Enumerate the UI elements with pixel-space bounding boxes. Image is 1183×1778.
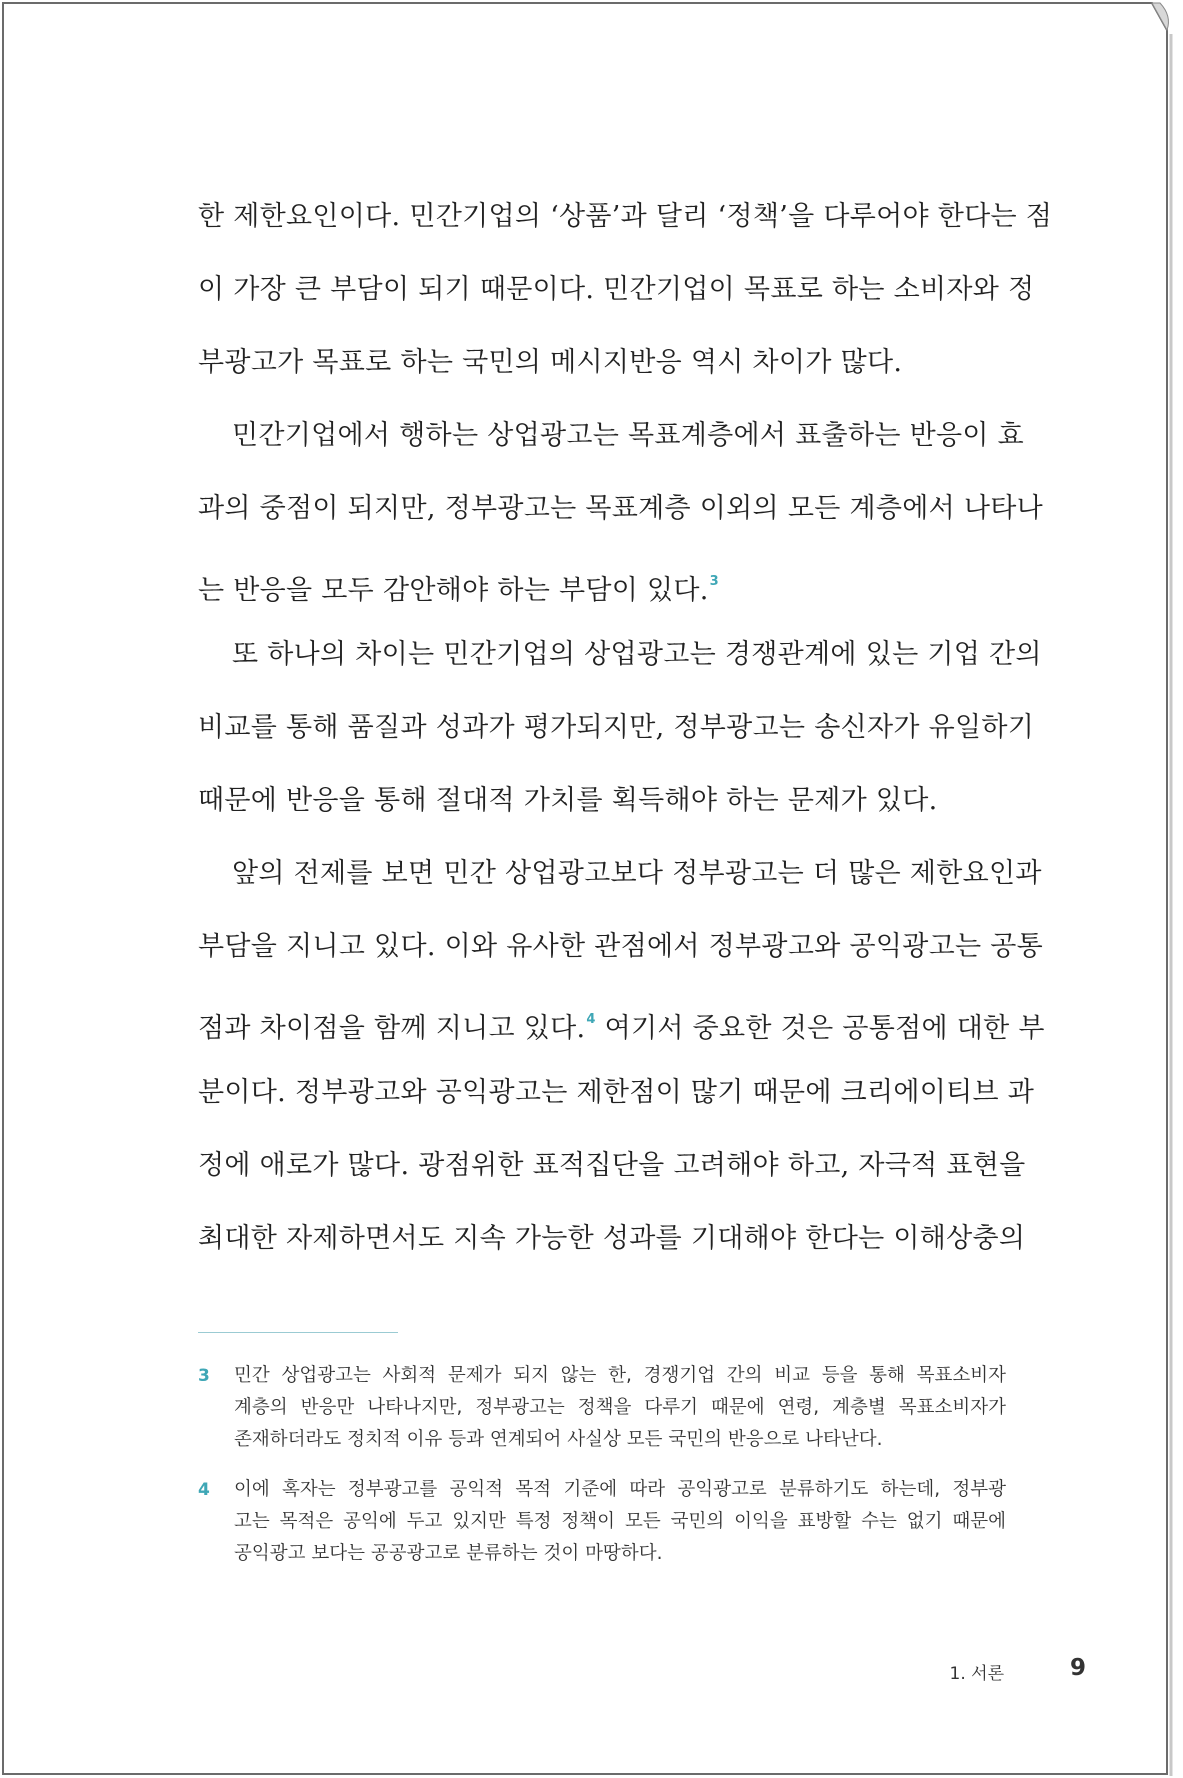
body-line-text: 민간기업에서 행하는 상업광고는 목표계층에서 표출하는 반응이 효 bbox=[232, 420, 1024, 451]
body-line bbox=[198, 265, 1035, 338]
footnote-reference[interactable]: 3 bbox=[709, 574, 720, 589]
footnote-line: 이에 혹자는 정부광고를 공익적 목적 기준에 따라 공익광고로 분류하기도 하는데, 정부광 bbox=[234, 1479, 1006, 1500]
body-line-text: 앞의 전제를 보면 민간 상업광고보다 정부광고는 더 많은 제한요인과 bbox=[232, 858, 1042, 889]
body-line-text-after-ref: 여기서 중요한 것은 공통점에 대한 부 bbox=[595, 1013, 1045, 1044]
body-line bbox=[198, 338, 1004, 411]
footnote-line: 공익광고 보다는 공공광고로 분류하는 것이 마땅하다. bbox=[234, 1543, 663, 1564]
body-line-text: 부광고가 목표로 하는 국민의 메시지반응 역시 차이가 많다. bbox=[198, 347, 903, 378]
body-line-text: 이 가장 큰 부담이 되기 때문이다. 민간기업이 목표로 하는 소비자와 정 bbox=[198, 274, 1035, 305]
body-line bbox=[198, 995, 1045, 1068]
body-line-text: 분이다. 정부광고와 공익광고는 제한점이 많기 때문에 크리에이티브 과 bbox=[198, 1077, 1035, 1108]
footnote-number: 4 bbox=[198, 1480, 210, 1500]
running-head: 1. 서론 bbox=[949, 1664, 1004, 1684]
footnote-line: 고는 목적은 공익에 두고 있지만 특정 정책이 모든 국민의 이익을 표방할 수는 없기 때문에 bbox=[234, 1511, 1006, 1532]
body-line-text: 과의 중점이 되지만, 정부광고는 목표계층 이외의 모든 계층에서 나타나 bbox=[198, 493, 1044, 524]
body-line bbox=[198, 776, 1004, 849]
body-line bbox=[198, 630, 1042, 703]
footnote-divider bbox=[198, 1332, 398, 1333]
body-line-text: 또 하나의 차이는 민간기업의 상업광고는 경쟁관계에 있는 기업 간의 bbox=[232, 639, 1042, 670]
body-line bbox=[198, 1141, 1026, 1214]
body-line-text: 한 제한요인이다. 민간기업의 ‘상품’과 달리 ‘정책’을 다루어야 한다는 점 bbox=[198, 201, 1053, 232]
page-footer bbox=[900, 1655, 1086, 1685]
footnote-line: 계층의 반응만 나타나지만, 정부광고는 정책을 다루기 때문에 연령, 계층별 목표소비자가 bbox=[234, 1397, 1006, 1418]
body-line-text: 최대한 자제하면서도 지속 가능한 성과를 기대해야 한다는 이해상충의 bbox=[198, 1223, 1026, 1254]
body-line-text: 비교를 통해 품질과 성과가 평가되지만, 정부광고는 송신자가 유일하기 bbox=[198, 712, 1035, 743]
body-line bbox=[198, 922, 1044, 995]
body-line bbox=[198, 192, 1053, 265]
body-line bbox=[198, 411, 1024, 484]
footnote-3 bbox=[198, 1360, 1006, 1456]
page-curl-icon bbox=[1152, 3, 1168, 30]
body-line-text: 는 반응을 모두 감안해야 하는 부담이 있다. bbox=[198, 575, 709, 606]
footnote-reference[interactable]: 4 bbox=[586, 1012, 596, 1027]
body-line bbox=[198, 484, 1044, 557]
body-line bbox=[198, 703, 1035, 776]
body-line-text: 정에 애로가 많다. 광점위한 표적집단을 고려해야 하고, 자극적 표현을 bbox=[198, 1150, 1026, 1181]
page-number: 9 bbox=[1069, 1655, 1086, 1681]
body-text bbox=[198, 192, 1053, 1287]
body-line-text: 점과 차이점을 함께 지니고 있다. bbox=[198, 1013, 586, 1044]
body-line-text: 때문에 반응을 통해 절대적 가치를 획득해야 하는 문제가 있다. bbox=[198, 785, 938, 816]
footnotes bbox=[198, 1360, 1006, 1588]
footnote-line: 민간 상업광고는 사회적 문제가 되지 않는 한, 경쟁기업 간의 비교 등을 통해 목표소비자 bbox=[234, 1365, 1006, 1386]
body-line-text: 부담을 지니고 있다. 이와 유사한 관점에서 정부광고와 공익광고는 공통 bbox=[198, 931, 1044, 962]
footnote-line: 존재하더라도 정치적 이유 등과 연계되어 사실상 모든 국민의 반응으로 나타난다. bbox=[234, 1429, 883, 1450]
footnote-number: 3 bbox=[198, 1366, 210, 1386]
footnote-4 bbox=[198, 1474, 1006, 1570]
body-line bbox=[198, 1214, 1026, 1287]
body-line bbox=[198, 1068, 1035, 1141]
body-line bbox=[198, 849, 1042, 922]
body-line bbox=[198, 557, 1004, 630]
